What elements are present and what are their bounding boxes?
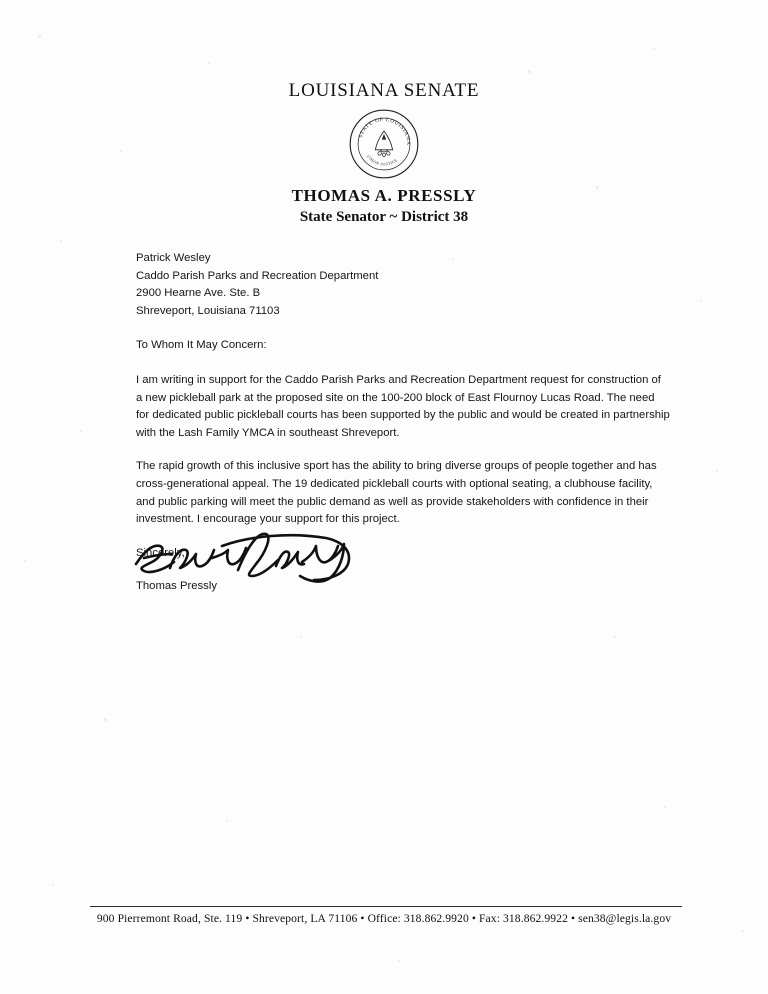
handwritten-signature-icon: [130, 524, 360, 586]
svg-text:UNION JUSTICE: UNION JUSTICE: [366, 153, 399, 167]
recipient-street: 2900 Hearne Ave. Ste. B: [136, 287, 261, 300]
closing: Sincerely,: [136, 546, 185, 559]
svg-text:STATE OF LOUISIANA: STATE OF LOUISIANA: [357, 116, 412, 146]
paragraph-2: The rapid growth of this inclusive sport has the ability to bring diverse groups of people together and has cross-generational appeal. The 19 dedicated pickleball courts with optional seating, a clubhouse facility, and public parking will meet the public demand as well as provide stakeholders with confidence in their investment. I encourage your support for this project.: [136, 460, 657, 526]
senator-title: State Senator ~ District 38: [299, 209, 469, 225]
footer-divider: [90, 906, 682, 907]
signature-printed-name: Thomas Pressly: [136, 580, 217, 592]
recipient-organization: Caddo Parish Parks and Recreation Department: [136, 269, 379, 282]
organization-title: LOUISIANA SENATE: [288, 80, 480, 101]
footer-contact-info: 900 Pierremont Road, Ste. 119 • Shreveport, LA 71106 • Office: 318.862.9920 • Fax: 318.862.9922 • sen38@legis.la.gov: [96, 912, 672, 925]
letterhead: [0, 80, 768, 226]
senator-name: THOMAS A. PRESSLY: [291, 186, 477, 205]
spacer: [136, 320, 670, 337]
letter-body: [136, 250, 670, 562]
signature-area: [130, 524, 360, 586]
spacer: [136, 355, 670, 372]
salutation: To Whom It May Concern:: [136, 339, 267, 352]
seal-container: [0, 108, 768, 180]
recipient-name: Patrick Wesley: [136, 252, 211, 264]
louisiana-state-seal-icon: [348, 108, 420, 180]
recipient-city-state-zip: Shreveport, Louisiana 71103: [136, 304, 280, 317]
paragraph-1: I am writing in support for the Caddo Parish Parks and Recreation Department request for construction of a new pickleball park at the proposed site on the 100-200 block of East Flournoy Lucas Road. The need for dedicated public pickleball courts has been supported by the public and would be created in partnership with the Lash Family YMCA in southeast Shreveport.: [136, 373, 670, 439]
spacer: [136, 442, 670, 458]
